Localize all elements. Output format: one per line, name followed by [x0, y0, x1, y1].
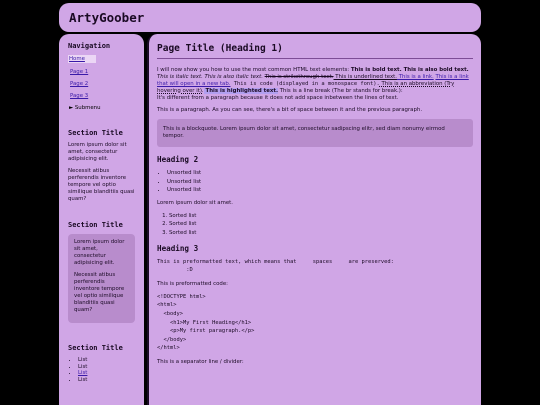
list-item: • Unsorted list — [167, 169, 473, 178]
main-content — [147, 34, 481, 405]
nav-item-page-2[interactable]: Page 2 — [70, 81, 89, 87]
list-item: • List — [78, 377, 144, 384]
sidebar-section-title: Section Title — [68, 129, 123, 137]
sidebar-box — [68, 234, 135, 323]
list-item: • List — [78, 364, 144, 371]
sidebar-text: Lorem ipsum dolor sit amet, consectetur adipisicing elit. — [74, 239, 125, 266]
list-item: 2. Sorted list — [169, 220, 473, 229]
paragraph: This is a paragraph. As you can see, there's a bit of space between it and the previous paragraph. — [157, 107, 423, 113]
sidebar-list — [78, 357, 144, 383]
preformatted-text: This is preformatted text, which means that spaces are preserved: :D — [157, 258, 394, 274]
site-title[interactable]: ArtyGoober — [69, 10, 145, 25]
unsorted-list — [167, 169, 473, 195]
heading-2: Heading 2 — [157, 155, 199, 164]
list-item: 1. Sorted list — [169, 212, 473, 221]
heading-3: Heading 3 — [157, 243, 199, 253]
sidebar — [59, 34, 144, 405]
code-text: This is code (displayed in a monospace font). — [230, 81, 380, 87]
list-item-link[interactable]: List — [78, 370, 88, 377]
paragraph: Lorem ipsum dolor sit amet. — [157, 199, 233, 206]
intro-text: I will now show you how to use the most common HTML text elements: — [157, 67, 351, 73]
nav-item-page-3[interactable]: Page 3 — [70, 93, 89, 99]
underlined-text: This is underlined text. — [333, 74, 397, 80]
sidebar-section-title: Section Title — [68, 221, 123, 229]
intro-paragraph — [157, 67, 473, 102]
paragraph: This is preformatted code: — [157, 280, 228, 287]
list-item: 3. Sorted list — [169, 229, 473, 238]
linebreak-text: This is a line break (The br stands for break.): — [278, 88, 403, 94]
paragraph: This is a separator line / divider: — [157, 358, 244, 365]
sidebar-section-title: Section Title — [68, 344, 123, 352]
list-item: • List — [78, 357, 144, 364]
nav-submenu-toggle[interactable]: ► Submenu — [69, 105, 101, 111]
nav-item-home[interactable]: Home — [68, 55, 96, 63]
sidebar-text: Necessit atibus perferendis inventore tempore vel optio similique blanditiis quasi quam? — [74, 272, 125, 313]
nav-item-page-1[interactable]: Page 1 — [70, 69, 89, 75]
sidebar-text: Lorem ipsum dolor sit amet, consectetur adipisicing elit. — [68, 142, 127, 162]
abbreviation[interactable]: This is an abbreviation (Try hovering over it). — [157, 81, 455, 94]
site-header — [59, 3, 481, 32]
blockquote: This is a blockquote. Lorem ipsum dolor sit amet, consectetur sadipscing elitr, sed diam nonumy eirmod tempor. — [157, 119, 473, 147]
italic-text: This is italic text. This is also italic text. — [157, 74, 265, 80]
link[interactable]: This is a link. — [396, 74, 434, 80]
nav-title: Navigation — [68, 42, 111, 50]
sidebar-text: Necessit atibus perferendis inventore tempore vel optio similique blanditiis quasi quam? — [68, 168, 135, 202]
link-new-tab[interactable]: This is a link that will open in a new tab. — [157, 74, 469, 87]
strike-text: This is strikethrough text. — [264, 74, 334, 80]
bold-text: This is bold text. — [350, 67, 402, 73]
page-title: Page Title (Heading 1) — [157, 43, 473, 59]
list-item: • Unsorted list — [167, 178, 473, 187]
highlighted-text: This is highlighted text. — [203, 88, 278, 94]
list-item: • Unsorted list — [167, 186, 473, 195]
bold-text: This is also bold text. — [401, 67, 469, 73]
list-item — [78, 370, 144, 377]
sorted-list — [169, 212, 473, 238]
code-block: <!DOCTYPE html> <html> <body> <h1>My First Heading</h1> <p>My first paragraph.</p> </body> </html> — [157, 293, 255, 352]
after-break-text: It's different from a paragraph because it does not add space inbetween the lines of text. — [157, 95, 399, 101]
